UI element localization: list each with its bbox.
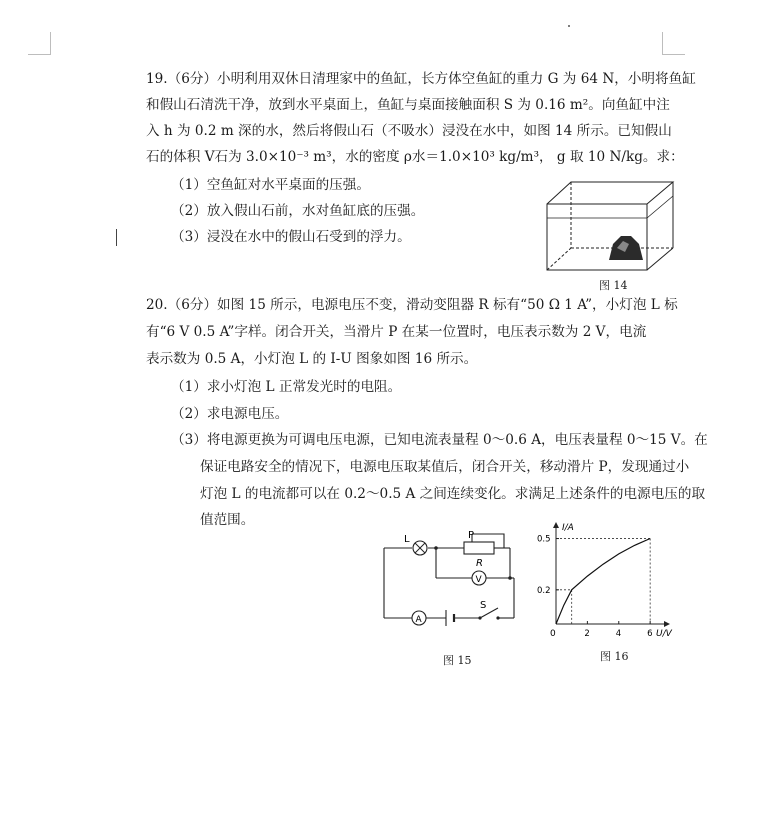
y-tick-label-1: 0.5 xyxy=(537,534,551,545)
x-axis-label: U/V xyxy=(656,629,672,639)
figure-15-caption: 图 15 xyxy=(443,654,472,667)
q20-item-1: （1）求小灯泡 L 正常发光时的电阻。 xyxy=(171,379,402,395)
lamp-label: L xyxy=(404,534,410,545)
q20-item-3-line-2: 保证电路安全的情况下，电源电压取某值后，闭合开关，移动滑片 P，发现通过小 xyxy=(200,459,690,475)
q19-line-4: 石的体积 V石为 3.0×10⁻³ m³，水的密度 ρ水＝1.0×10³ kg/m³， g 取 10 N/kg。求： xyxy=(146,149,684,165)
page-speck xyxy=(568,25,570,27)
x-tick-label-1: 4 xyxy=(615,629,622,639)
q19-line-1: 19.（6分）小明利用双休日清理家中的鱼缸，长方体空鱼缸的重力 G 为 64 N，小明将鱼缸 xyxy=(146,71,696,87)
switch-label: S xyxy=(480,600,487,611)
figure-15-circuit xyxy=(376,528,526,630)
margin-tick xyxy=(116,229,117,246)
q20-item-3-line-3: 灯泡 L 的电流都可以在 0.2～0.5 A 之间连续变化。求满足上述条件的电源电压的取 xyxy=(200,486,706,502)
origin-label: 0 xyxy=(550,629,556,639)
iu-curve-0 xyxy=(556,539,650,625)
slider-label: P xyxy=(468,530,475,541)
q20-item-3-line-1: （3）将电源更换为可调电压电源，已知电流表量程 0～0.6 A，电压表量程 0～15 V。在 xyxy=(171,432,708,448)
rheostat-label: R xyxy=(476,558,483,569)
figure-16-iu-graph xyxy=(536,520,676,640)
q19-item-1: （1）空鱼缸对水平桌面的压强。 xyxy=(171,177,370,193)
figure-14-caption: 图 14 xyxy=(599,279,628,292)
q19-item-3: （3）浸没在水中的假山石受到的浮力。 xyxy=(171,229,411,245)
q20-item-2: （2）求电源电压。 xyxy=(171,406,289,422)
q20-line-1: 20.（6分）如图 15 所示，电源电压不变，滑动变阻器 R 标有“50 Ω 1 A”，小灯泡 L 标 xyxy=(146,297,678,313)
y-tick-label-0: 0.2 xyxy=(537,585,551,596)
page-corner-mark-right xyxy=(662,32,685,55)
q20-item-3-line-4: 值范围。 xyxy=(200,512,255,528)
q19-line-2: 和假山石清洗干净，放到水平桌面上，鱼缸与桌面接触面积 S 为 0.16 m²。向鱼缸中注 xyxy=(146,97,670,113)
page-corner-mark-left xyxy=(28,32,51,55)
voltmeter-label: V xyxy=(475,575,482,585)
q20-line-2: 有“6 V 0.5 A”字样。闭合开关，当滑片 P 在某一位置时，电压表示数为 2 V，电流 xyxy=(146,324,647,340)
figure-16-caption: 图 16 xyxy=(600,650,629,663)
figure-14-fish-tank xyxy=(545,178,677,274)
q19-line-3: 入 h 为 0.2 m 深的水，然后将假山石（不吸水）浸没在水中，如图 14 所示。已知假山 xyxy=(146,123,672,139)
x-tick-label-0: 2 xyxy=(584,629,590,639)
q19-item-2: （2）放入假山石前，水对鱼缸底的压强。 xyxy=(171,203,425,219)
q20-line-3: 表示数为 0.5 A，小灯泡 L 的 I-U 图象如图 16 所示。 xyxy=(146,351,478,367)
x-tick-label-2: 6 xyxy=(647,629,653,639)
lamp-symbol xyxy=(413,541,427,555)
ammeter-label: A xyxy=(415,615,422,625)
y-axis-label: I/A xyxy=(562,523,574,533)
